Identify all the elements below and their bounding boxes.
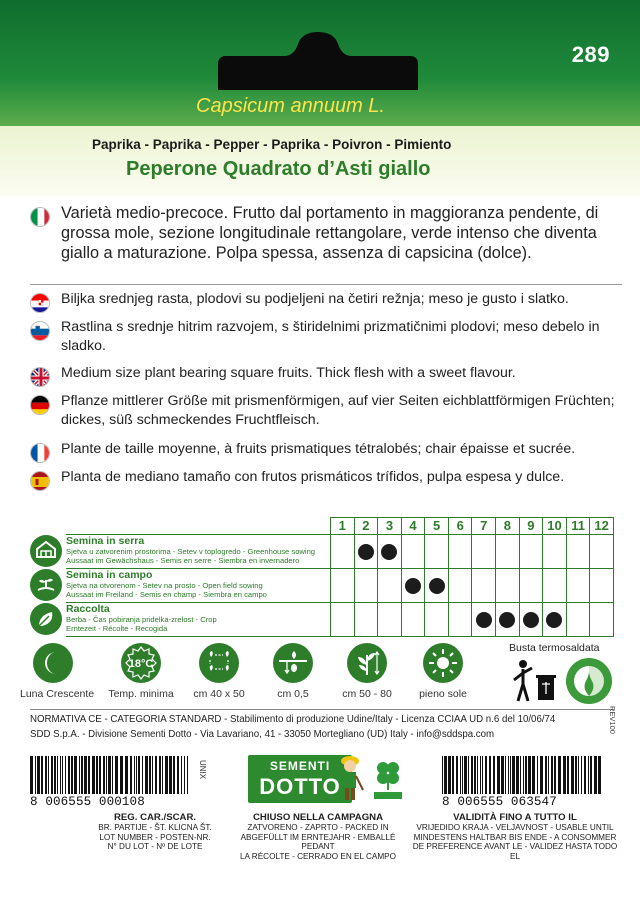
calendar-row-greenhouse: Semina in serra Sjetva u zatvorenim prostorima - Setev v toplogredo - Greenhouse sowing Aussaat im Gewächshaus - Semis en serre - Siembra en invernadero xyxy=(30,534,614,568)
packed-in-block: CHIUSO NELLA CAMPAGNA ZATVORENO - ZAPRTO - PACKED IN ABGEFÜLLT IM ERNTEJAHR - EMBALLÉ PEDANT LA RÉCOLTE - CERRADO EN EL CAMPO xyxy=(239,812,397,861)
month-cell xyxy=(377,534,401,568)
croatia-flag-icon xyxy=(30,293,50,313)
month-cell xyxy=(448,602,472,636)
divider xyxy=(30,284,622,285)
month-header xyxy=(330,517,614,534)
month-cell xyxy=(377,602,401,636)
cultivation-icons xyxy=(20,643,480,703)
barcode-left xyxy=(30,756,198,808)
usable-until-block: VALIDITÀ FINO A TUTTO IL VRIJEDIDO KRAJA - VELJAVNOST - USABLE UNTIL MINDESTENS HALTBAR BIS ENDE - A CONSOMMER DE PREFERENCE AVANT LE - VALIDEZ HASTA TODO EL xyxy=(412,812,618,861)
month-cell xyxy=(542,534,566,568)
month-cell xyxy=(471,602,495,636)
spain-flag-icon xyxy=(30,471,50,491)
variety-name: Peperone Quadrato d’Asti giallo xyxy=(126,158,431,180)
month-8: 8 xyxy=(495,517,519,534)
month-cell xyxy=(354,568,378,602)
month-5: 5 xyxy=(424,517,448,534)
harvest-icon xyxy=(30,603,62,635)
active-month-dot xyxy=(381,544,397,560)
month-cells xyxy=(330,602,614,636)
description-de: Pflanze mittlerer Größe mit prismenförmigen, auf vier Seiten eichblattförmigen Früchten; dickes, süß schmeckendes Fruchtfleisch. xyxy=(30,392,622,430)
thermometer-icon xyxy=(121,643,161,683)
height-icon xyxy=(347,643,387,683)
calendar-row-field: Semina in campo Sjetva na otvorenom - Setev na prosto - Open field sowing Aussaat im Freiland - Semis en champ - Siembra en campo xyxy=(30,568,614,602)
month-cell xyxy=(519,534,543,568)
description-en: Medium size plant bearing square fruits. Thick flesh with a sweet flavour. xyxy=(30,364,622,383)
month-3: 3 xyxy=(377,517,401,534)
month-cell xyxy=(542,602,566,636)
exposure: pieno sole xyxy=(410,643,476,700)
month-cell xyxy=(448,534,472,568)
month-10: 10 xyxy=(542,517,566,534)
barcode-left-digits: 8 006555 000108 xyxy=(30,795,145,809)
description-fr: Plante de taille moyenne, à fruits prismatiques tétralobés; chair épaisse et sucrée. xyxy=(30,440,622,459)
month-12: 12 xyxy=(589,517,614,534)
barcode-right-digits: 8 006555 063547 xyxy=(442,795,557,809)
month-cell xyxy=(471,568,495,602)
month-cell xyxy=(495,568,519,602)
header-banner xyxy=(0,0,640,196)
month-cell xyxy=(519,602,543,636)
divider xyxy=(30,709,614,710)
month-cell xyxy=(330,534,354,568)
description-hr: Biljka srednjeg rasta, plodovi su podjeljeni na četiri režnja; meso je gusto i slatko. xyxy=(30,290,622,309)
active-month-dot xyxy=(476,612,492,628)
mascot-icon xyxy=(335,752,365,804)
active-month-dot xyxy=(405,578,421,594)
revision-code: REV100 xyxy=(608,706,617,734)
month-cells xyxy=(330,568,614,602)
legal-line-2: SDD S.p.A. - Divisione Sementi Dotto - Via Lavariano, 41 - 33050 Mortegliano (UD) Italy - info@sddspa.com xyxy=(30,729,495,740)
sowing-depth: cm 0,5 xyxy=(260,643,326,700)
moon-phase: Luna Crescente xyxy=(20,643,86,700)
active-month-dot xyxy=(523,612,539,628)
slovenia-flag-icon xyxy=(30,321,50,341)
month-cell xyxy=(377,568,401,602)
active-month-dot xyxy=(499,612,515,628)
calendar-bottom-line xyxy=(66,636,614,637)
active-month-dot xyxy=(429,578,445,594)
month-cell xyxy=(354,534,378,568)
minimum-temperature: 18°C Temp. minima xyxy=(108,643,174,700)
month-cell xyxy=(495,602,519,636)
plant-height: cm 50 - 80 xyxy=(334,643,400,700)
legal-line-1: NORMATIVA CE - CATEGORIA STANDARD - Stabilimento di produzione Udine/Italy - Licenza CCIAA UD n.6 del 10/06/74 xyxy=(30,714,556,725)
product-code: 289 xyxy=(571,42,610,67)
tidyman-bin-icon xyxy=(508,656,558,706)
month-cell xyxy=(330,602,354,636)
month-9: 9 xyxy=(519,517,543,534)
common-names: Paprika - Paprika - Pepper - Paprika - Poivron - Pimiento xyxy=(92,137,452,152)
field-sowing-icon xyxy=(30,569,62,601)
uk-flag-icon xyxy=(30,367,50,387)
month-cell xyxy=(448,568,472,602)
month-cell xyxy=(566,602,590,636)
month-cell xyxy=(589,534,614,568)
plant-spacing: cm 40 x 50 xyxy=(186,643,252,700)
month-cell xyxy=(519,568,543,602)
month-cell xyxy=(566,534,590,568)
description-sl: Rastlina s srednje hitrim razvojem, s štiridelnimi prizmatičnimi plodovi; meso debelo in sladko. xyxy=(30,318,622,356)
active-month-dot xyxy=(546,612,562,628)
month-cell xyxy=(566,568,590,602)
month-6: 6 xyxy=(448,517,472,534)
depth-icon xyxy=(273,643,313,683)
month-cell xyxy=(542,568,566,602)
month-cells xyxy=(330,534,614,568)
barcode-right xyxy=(442,756,610,808)
italy-flag-icon xyxy=(30,207,50,227)
month-cell xyxy=(589,602,614,636)
spacing-icon xyxy=(199,643,239,683)
description-it: Varietà medio-precoce. Frutto dal portamento in maggioranza pendente, di grossa mole, sezione longitudinale rettangolare, verde intenso che diventa giallo a maturazione. Polpa spessa, assenza di capsicina (dolce). xyxy=(30,203,622,263)
france-flag-icon xyxy=(30,443,50,463)
month-2: 2 xyxy=(354,517,378,534)
germany-flag-icon xyxy=(30,395,50,415)
month-7: 7 xyxy=(471,517,495,534)
month-cell xyxy=(424,534,448,568)
month-cell xyxy=(354,602,378,636)
latin-name: Capsicum annuum L. xyxy=(196,95,385,117)
month-1: 1 xyxy=(330,517,354,534)
calendar-row-harvest: Raccolta Berba - Čas pobiranja pridelka-zrelost - Crop Erntezeit - Récolte - Recogida xyxy=(30,602,614,636)
greenhouse-icon xyxy=(30,535,62,567)
month-cell xyxy=(401,568,425,602)
active-month-dot xyxy=(358,544,374,560)
quality-clover-icon xyxy=(370,758,406,804)
sun-icon xyxy=(423,643,463,683)
green-dot-icon xyxy=(566,658,612,704)
month-cell xyxy=(495,534,519,568)
description-es: Planta de mediano tamaño con frutos prismáticos trífidos, pulpa espesa y dulce. xyxy=(30,468,622,487)
lot-number-block: REG. CAR./SCAR. BR. PARTIJE - ŠT. KLICNA ŠT. LOT NUMBER - POSTEN-NR. N° DU LOT - Nº DE LOTE xyxy=(98,812,212,852)
month-4: 4 xyxy=(401,517,425,534)
month-cell xyxy=(424,602,448,636)
moon-icon xyxy=(33,643,73,683)
month-cell xyxy=(471,534,495,568)
month-cell xyxy=(401,602,425,636)
packaging-label: Busta termosaldata xyxy=(509,642,600,654)
month-cell xyxy=(330,568,354,602)
month-cell xyxy=(401,534,425,568)
month-cell xyxy=(424,568,448,602)
month-cell xyxy=(589,568,614,602)
month-11: 11 xyxy=(566,517,590,534)
temperature-value: 18°C xyxy=(128,658,154,670)
hang-tab xyxy=(218,0,418,90)
unix-label: UNIX xyxy=(198,760,207,780)
sementi-dotto-logo: SEMENTI DOTTO xyxy=(248,755,352,803)
